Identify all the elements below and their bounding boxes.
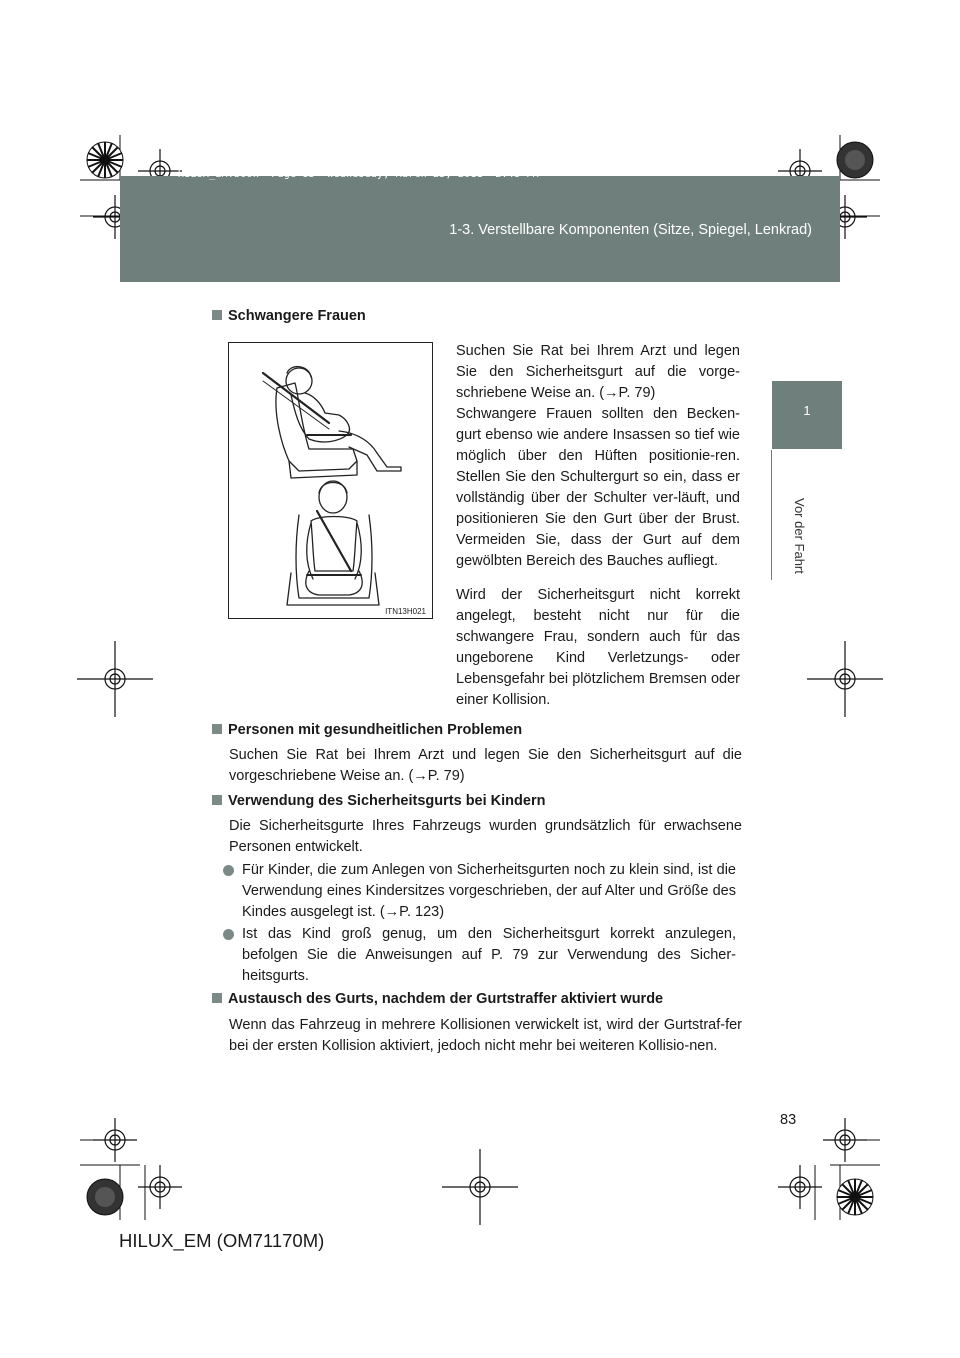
reg-target xyxy=(138,1165,182,1209)
color-wheel xyxy=(837,142,873,178)
chapter-label: Vor der Fahrt xyxy=(792,498,807,574)
pregnant-seatbelt-illustration xyxy=(228,342,433,619)
reg-target xyxy=(807,641,883,717)
round-bullet-icon xyxy=(223,929,234,940)
figure-code: ITN13H021 xyxy=(385,607,426,616)
chapter-number: 1 xyxy=(803,403,811,418)
chapter-tab xyxy=(772,381,842,449)
children-bullet-2: Ist das Kind groß genug, um den Sicherheitsgurt korrekt anzulegen, befolgen Sie die Anweisungen auf P. 79 zur Verwendung des Sicher-heitsgurts. xyxy=(242,924,736,987)
heading-pregnant: Schwangere Frauen xyxy=(212,308,366,324)
heading-health: Personen mit gesundheitlichen Problemen xyxy=(212,722,522,738)
reg-target xyxy=(442,1149,518,1225)
square-bullet-icon xyxy=(212,310,222,320)
color-wheel xyxy=(837,1179,873,1215)
manual-code: HILUX_EM (OM71170M) xyxy=(119,1230,325,1251)
color-wheel xyxy=(87,1179,123,1215)
children-bullet-1: Für Kinder, die zum Anlegen von Sicherheitsgurten noch zu klein sind, ist die Verwendung eines Kindersitzes vorgeschrieben, der auf Alter und Größe des Kindes ausgelegt ist. (→P. 123) xyxy=(242,860,736,923)
reg-target xyxy=(77,641,153,717)
chapter-rule xyxy=(771,450,772,580)
pregnant-paragraph-3: Wird der Sicherheitsgurt nicht korrekt angelegt, besteht nicht nur für die schwangere Frau, sondern auch für das ungeborene Kind Verletzungs- oder Lebensgefahr bei plötzlichem Bremsen oder einer Kollision. xyxy=(456,587,740,708)
page-number: 83 xyxy=(780,1112,797,1128)
square-bullet-icon xyxy=(212,795,222,805)
color-wheel xyxy=(87,142,123,178)
reg-target xyxy=(778,1165,822,1209)
section-title: 1-3. Verstellbare Komponenten (Sitze, Spiegel, Lenkrad) xyxy=(449,222,812,238)
round-bullet-icon xyxy=(223,865,234,876)
square-bullet-icon xyxy=(212,993,222,1003)
heading-replacement: Austausch des Gurts, nachdem der Gurtstraffer aktiviert wurde xyxy=(212,991,663,1007)
square-bullet-icon xyxy=(212,724,222,734)
book-info-line: HILUX_EM.book Page 83 Wednesday, March 23, 2011 2:48 PM xyxy=(178,169,539,180)
health-paragraph: Suchen Sie Rat bei Ihrem Arzt und legen Sie den Sicherheitsgurt auf die vorgeschriebene Weise an. (→P. 79) xyxy=(229,747,742,784)
reg-target xyxy=(823,1118,867,1162)
pregnant-paragraph-2: Schwangere Frauen sollten den Becken-gurt ebenso wie andere Insassen so tief wie möglich über den Hüften positionie-ren. Stellen Sie den Schultergurt so ein, dass er vollständig über der Schulter ver-läuft, und positionieren Sie den Gurt über der Brust. Vermeiden Sie, dass der Gurt auf dem gewölbten Bereich des Bauches aufliegt. xyxy=(456,406,740,569)
reg-target xyxy=(93,1118,137,1162)
replacement-paragraph: Wenn das Fahrzeug in mehrere Kollisionen verwickelt ist, wird der Gurtstraf-fer bei der ersten Kollision aktiviert, jedoch nicht mehr bei weiteren Kollisio-nen. xyxy=(229,1017,742,1054)
children-paragraph: Die Sicherheitsgurte Ihres Fahrzeugs wurden grundsätzlich für erwachsene Personen entwickelt. xyxy=(229,818,742,855)
heading-children: Verwendung des Sicherheitsgurts bei Kindern xyxy=(212,793,545,809)
pregnant-paragraph-1: Suchen Sie Rat bei Ihrem Arzt und legen Sie den Sicherheitsgurt auf die vorge-schriebene Weise an. (→P. 79) xyxy=(456,343,740,401)
